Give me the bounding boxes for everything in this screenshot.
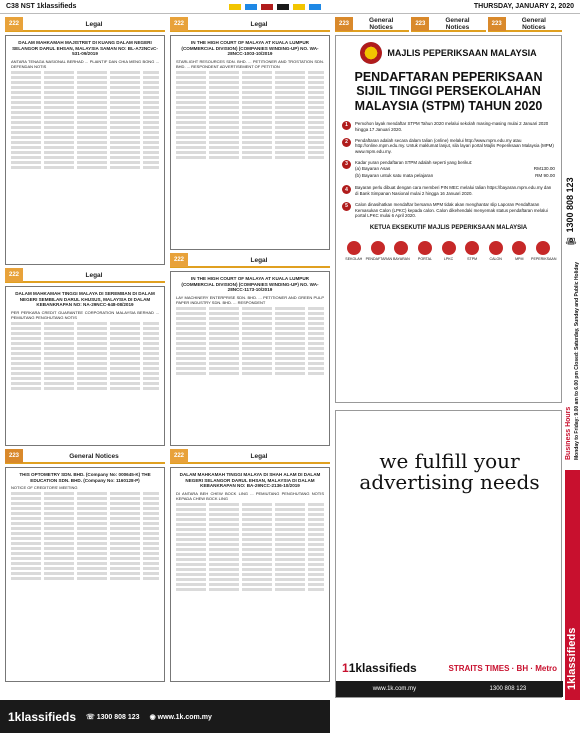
process-icon-item: PENDAFTARAN: [366, 241, 390, 261]
executive-signature: KETUA EKSEKUTIF MAJLIS PEPERIKSAAN MALAYSIA: [369, 224, 528, 231]
school-icon: [347, 241, 361, 255]
payment-icon: [394, 241, 408, 255]
step-1: [342, 121, 555, 132]
step-text: Calon dinasihatkan mendaftar bersama MPM tidak akan menghantar slip Laporan Pendaftaran Kemasukan Calon (LPKC) kepada calon. Calon dikehendaki menyemak status pendaftaran melalui portal LPKC mulai 6 April 2020.: [355, 201, 548, 219]
process-icon-item: STPM: [460, 241, 484, 261]
process-icon-item: MPM: [507, 241, 531, 261]
notice-title: DALAM MAHKAMAH TINGGI MALAYA DI SEREMBAN DI DALAM NEGERI SEMBILAN DARUL KHUSUS, MALAYSIA DI DALAM KEBANKRAPAN NO: NA-29NCC-648-08/2019: [15, 291, 155, 308]
notice-title: DALAM MAHKAMAH TINGGI MALAYA DI SHAH ALAM DI DALAM NEGERI SELANGOR DARUL EHSAN, MALAYSIA DI DALAM KEBANKRAPAN NO: BA-29NCC-2136-10/2019: [179, 472, 321, 489]
step-number-icon: 5: [342, 202, 351, 211]
page-header-left: C38 NST 1klassifieds: [6, 3, 77, 10]
notice-title: THIS OPTOMETRY SDN. BHD. (Company No: 000645-K) THE EDUCATION SDN. BHD. (Company No: 1160128-P): [19, 472, 151, 483]
legal-notice: [170, 271, 330, 446]
footer-phone[interactable]: ☏ 1300 808 123: [86, 713, 140, 721]
step-text: Bayaran perlu dibuat dengan cara memberi PIN MEC melalui talian https://bayaran.mpm.edu.my dan di Bank Simpanan Nasional mulai 2 hingga 16 Januari 2020.: [355, 185, 552, 197]
category-header: [335, 18, 409, 32]
legal-notice: [5, 35, 165, 265]
legal-notice: [170, 467, 330, 682]
process-icons: [342, 241, 555, 261]
notice-body: DI ANTARA BEH CHEW BOCK LING ... PEMIUTANG PENGHUTANG NOTIS KEPADA CHEW BOCK LING: [176, 491, 324, 502]
portal-icon: [418, 241, 432, 255]
category-label: General Notices: [521, 17, 546, 31]
step-text: Kadar yuran pendaftaran STPM adalah seperti yang berikut:: [355, 159, 473, 165]
legal-notice: [5, 286, 165, 446]
page-header-date: THURSDAY, JANUARY 2, 2020: [473, 3, 574, 10]
category-label: Legal: [250, 452, 268, 460]
category-number: 222: [170, 253, 188, 267]
step-2: [342, 138, 555, 155]
category-header: [488, 18, 562, 32]
general-notices-strip: [335, 18, 562, 35]
footer-bar: [0, 700, 330, 733]
business-hours-label: Business Hours: [565, 406, 572, 460]
promo-phone[interactable]: 1300 808 123: [489, 686, 527, 692]
crest-icon: [360, 42, 382, 64]
category-number: 222: [5, 268, 23, 282]
swatch-yellow-2: [293, 4, 305, 10]
category-header: [5, 18, 165, 32]
step-number-icon: 1: [342, 121, 351, 130]
step-3: [342, 160, 555, 181]
step-text: Pemohon layak mendaftar STPM Tahun 2020 melalui sekolah masing-masing mulai 2 Januari 2020 hingga 17 Januari 2020.: [355, 121, 549, 132]
category-header: [5, 269, 165, 283]
notice-title: IN THE HIGH COURT OF MALAYA AT KUALA LUMPUR (COMMERCIAL DIVISION) (COMPANIES WINDING-UP) NO. WA-28NCC-1003-10/2019: [181, 40, 319, 57]
fee-row: [355, 173, 555, 179]
swatch-yellow: [229, 4, 241, 10]
category-number: 222: [5, 17, 23, 31]
fee-value: RM130.00: [533, 166, 555, 172]
color-swatches: [229, 4, 321, 10]
promo-advertisement: [335, 410, 562, 698]
notice-body: STARLIGHT RESOURCES SDN. BHD. ... PETITIONER AND TROSTATION SDN. BHD. ... RESPONDENT ADVERTISEMENT OF PETITION: [176, 59, 324, 70]
result-icon: [536, 241, 550, 255]
category-number: 222: [170, 449, 188, 463]
footer-website[interactable]: ◉ www.1k.com.my: [149, 713, 212, 721]
notice-body: NOTICE OF CREDITORS' MEETING: [11, 485, 78, 491]
ad-title: PENDAFTARAN PEPERIKSAAN SIJIL TINGGI PERSEKOLAHAN MALAYSIA (STPM) TAHUN 2020: [354, 70, 543, 113]
exam-icon: [465, 241, 479, 255]
swatch-blue-2: [309, 4, 321, 10]
category-label: General Notices: [369, 17, 394, 31]
fee-label: (a) Bayaran Asas: [355, 166, 391, 172]
legal-notice: [170, 35, 330, 250]
process-icon-item: BAYARAN: [390, 241, 414, 261]
notice-body: LAY MACHINERY ENTERPRISE SDN. BHD. ... PETITIONER AND GREEN PULP PAPER INDUSTRY SDN. BHD. ... RESPONDENT: [176, 295, 324, 306]
category-label: General Notices: [69, 452, 119, 460]
column-1: [5, 18, 165, 686]
agency-name: MAJLIS PEPERIKSAAN MALAYSIA: [387, 48, 537, 58]
step-number-icon: 3: [342, 160, 351, 169]
notice-body: ANTARA TENAGA NASIONAL BERHAD ... PLAINTIF DAN CHIA MENG BONG ... DEFENDAN NOTIS: [11, 59, 159, 70]
notice-body: PER PERKARA CREDIT GUARANTEE CORPORATION MALAYSIA BERHAD ... PEMIUTANG PENGHUTANG NOTIS: [11, 310, 159, 321]
promo-website[interactable]: www.1k.com.my: [372, 686, 417, 692]
step-text: Pendaftaran adalah secara dalam talian (online) melalui http://www.mpm.edu.my atau http://online.mpm.edu.my. Untuk maklumat lanjut, sila layari portal Majlis Peperiksaan Malaysia (MPM) www.mpm.edu.my.: [355, 137, 554, 154]
swatch-red: [261, 4, 273, 10]
side-brand-text: 1klassifieds: [566, 627, 578, 690]
page-header: [0, 0, 580, 14]
fee-value: RM 90.00: [535, 173, 555, 179]
stpm-advertisement: [335, 35, 562, 403]
business-hours: [565, 250, 572, 460]
category-header: [411, 18, 485, 32]
category-number: 223: [411, 17, 429, 31]
swatch-blue: [245, 4, 257, 10]
step-number-icon: 2: [342, 138, 351, 147]
swatch-black: [277, 4, 289, 10]
process-icon-item: SEKOLAH: [342, 241, 366, 261]
process-icon-item: PEPERIKSAAN: [531, 241, 555, 261]
category-label: Legal: [85, 20, 103, 28]
fee-row: [355, 166, 555, 172]
category-header: [170, 18, 330, 32]
column-2: [170, 18, 330, 686]
category-label: General Notices: [445, 17, 470, 31]
step-5: [342, 202, 555, 219]
promo-contact-bar: [336, 681, 563, 697]
notice-title: IN THE HIGH COURT OF MALAYA AT KUALA LUMPUR (COMMERCIAL DIVISION) (COMPANIES WINDING-UP) NO. WA-28NCC-1173-10/2019: [181, 276, 319, 293]
process-icon-item: PORTAL: [413, 241, 437, 261]
category-label: Legal: [250, 256, 268, 264]
process-icon-item: CALON: [484, 241, 508, 261]
process-icon-item: LPKC: [437, 241, 461, 261]
category-label: Legal: [250, 20, 268, 28]
document-icon: [442, 241, 456, 255]
notice-title: DALAM MAHKAMAH MAJISTRET DI KUANG DALAM NEGERI SELANGOR DARUL EHSAN, MALAYSIA SAMAN NO: BL-A72NCvC-531-09/2019: [12, 40, 158, 57]
category-label: Legal: [85, 271, 103, 279]
category-header: [170, 450, 330, 464]
partner-logos: STRAITS TIMES · BH · Metro: [448, 663, 557, 673]
register-icon: [371, 241, 385, 255]
step-number-icon: 4: [342, 185, 351, 194]
category-number: 222: [170, 17, 188, 31]
category-number: 223: [335, 17, 353, 31]
category-number: 223: [5, 449, 23, 463]
council-icon: [512, 241, 526, 255]
phone-line-1: ☏ 1300 808 123: [565, 177, 575, 245]
promo-slogan: we fulfill your advertising needs: [359, 449, 540, 494]
category-header: [170, 254, 330, 268]
hours-text: Monday to Friday: 9.00 am to 6.00 pm Closed: Saturday, Sunday and Public Holiday: [574, 261, 580, 460]
general-notice: [5, 467, 165, 682]
step-4: [342, 185, 555, 196]
brand-logo: 11klassifieds: [342, 661, 417, 675]
category-header: [5, 450, 165, 464]
side-brand-bar: [565, 470, 580, 700]
category-number: 223: [488, 17, 506, 31]
footer-brand: 1klassifieds: [8, 709, 77, 724]
candidate-icon: [489, 241, 503, 255]
fee-label: (b) Bayaran untuk satu mata pelajaran: [355, 173, 434, 179]
agency-logo-row: [342, 42, 555, 64]
promo-brands: [342, 661, 557, 675]
